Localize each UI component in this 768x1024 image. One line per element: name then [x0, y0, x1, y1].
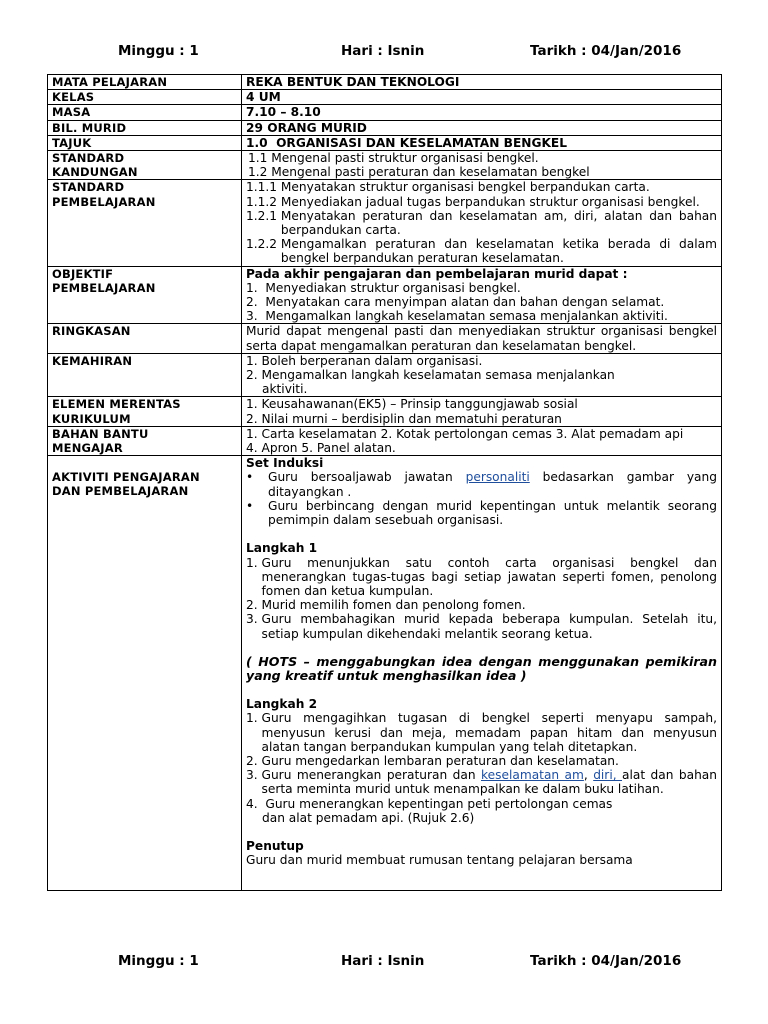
item-text: Guru menunjukkan satu contoh carta organisasi bengkel dan menerangkan tugas-tugas bagi setiap jawatan seperti fomen, penolong fomen dan ketua kumpulan.: [261, 555, 717, 598]
value-bil-murid: 29 ORANG MURID: [242, 120, 722, 135]
row-aktiviti: [48, 456, 722, 891]
list-item: [246, 195, 717, 209]
item-text: Menyatakan peraturan dan keselamatan am, diri, alatan dan bahan berpandukan carta.: [280, 208, 717, 238]
label-masa: MASA: [48, 105, 242, 120]
footer-tarikh: Tarikh : 04/Jan/2016: [530, 953, 682, 969]
label-line: AKTIVITI PENGAJARAN: [52, 470, 200, 485]
row-objektif: [48, 266, 722, 324]
label-standard-pembelajaran: [48, 180, 242, 266]
item-text: Guru mengagihkan tugasan di bengkel seperti menyapu sampah, menyusun kerusi dan meja, memadam papan hitam dan menyusun alatan tangan berpandukan kumpulan yang telah ditetapkan.: [261, 711, 717, 754]
item-number: 1.1: [248, 151, 272, 166]
kemahiran-line: 1. Boleh berperanan dalam organisasi.: [246, 353, 483, 368]
row-standard-kandungan: [48, 151, 722, 180]
set-induksi-heading: Set Induksi: [246, 456, 324, 471]
elemen-line: 1. Keusahawanan(EK5) – Prinsip tanggungjawab sosial: [246, 397, 578, 412]
langkah2-item4-line: 4. Guru menerangkan kepentingan peti pertolongan cemas: [246, 796, 613, 811]
list-item: [246, 165, 717, 179]
elemen-line: 2. Nilai murni – berdisiplin dan mematuhi peraturan: [246, 411, 562, 426]
bullet-text: [268, 470, 717, 498]
item-number: 1.1.1: [246, 180, 281, 195]
item-number: 3.: [246, 612, 262, 627]
page-header: [0, 43, 768, 63]
item-number: 3.: [246, 768, 262, 783]
list-item: [246, 309, 717, 323]
label-line: MENGAJAR: [52, 441, 123, 456]
row-mata-pelajaran: [48, 75, 722, 90]
list-item: [246, 180, 717, 194]
value-tajuk: 1.0 ORGANISASI DAN KESELAMATAN BENGKEL: [242, 135, 722, 150]
bullet-icon: •: [246, 498, 254, 513]
label-kemahiran: KEMAHIRAN: [48, 353, 242, 397]
list-item: [246, 556, 717, 599]
label-mata-pelajaran: MATA PELAJARAN: [48, 75, 242, 90]
item-text: [262, 768, 717, 796]
value-objektif: [242, 266, 722, 324]
text-span: bedasarkan gambar yang ditayangkan .: [268, 470, 717, 499]
row-bbm: [48, 426, 722, 455]
label-ringkasan: RINGKASAN: [48, 324, 242, 353]
list-item: [246, 754, 717, 768]
list-item: [246, 151, 717, 165]
text-span: Guru bersoaljawab jawatan: [268, 470, 466, 485]
row-bil-murid: [48, 120, 722, 135]
text-span: ,: [583, 768, 594, 783]
item-number: 1.1.2: [246, 194, 281, 209]
value-standard-kandungan: [242, 151, 722, 180]
row-kemahiran: [48, 353, 722, 397]
bullet-icon: •: [246, 470, 254, 485]
value-bbm: [242, 426, 722, 455]
lesson-plan-table: [47, 74, 722, 891]
header-hari: Hari : Isnin: [341, 43, 425, 59]
header-tarikh: Tarikh : 04/Jan/2016: [530, 43, 682, 59]
label-elemen: [48, 397, 242, 426]
list-item: [246, 598, 717, 612]
item-number: 1.2.1: [246, 208, 281, 223]
item-text: Mengenal pasti struktur organisasi bengkel.: [271, 151, 539, 166]
footer-hari: Hari : Isnin: [341, 953, 425, 969]
link-personaliti[interactable]: personaliti: [465, 470, 530, 485]
item-text: Mengamalkan langkah keselamatan semasa menjalankan aktiviti.: [265, 309, 668, 324]
item-text: Mengamalkan peraturan dan keselamatan ketika berada di dalam bengkel berpandukan peraturan keselamatan.: [280, 237, 717, 266]
label-line: DAN PEMBELAJARAN: [52, 484, 189, 499]
list-item: [246, 209, 717, 237]
row-masa: [48, 105, 722, 120]
label-line: KURIKULUM: [52, 411, 131, 426]
list-item: [246, 768, 717, 796]
item-text: Guru mengedarkan lembaran peraturan dan keselamatan.: [261, 753, 619, 768]
value-masa: 7.10 – 8.10: [242, 105, 722, 120]
footer-minggu: Minggu : 1: [118, 953, 199, 969]
row-standard-pembelajaran: [48, 180, 722, 266]
text-span: Guru menerangkan peraturan dan: [261, 768, 481, 783]
value-ringkasan: Murid dapat mengenal pasti dan menyediakan struktur organisasi bengkel serta dapat mengamalkan peraturan dan keselamatan bengkel.: [242, 324, 722, 353]
list-item: [246, 281, 717, 295]
link-keselamatan-am[interactable]: keselamatan am: [481, 768, 584, 783]
item-number: 1.2.2: [246, 237, 281, 252]
label-line: KANDUNGAN: [52, 165, 138, 180]
row-tajuk: [48, 135, 722, 150]
label-line: STANDARD: [52, 151, 125, 166]
label-standard-kandungan: [48, 151, 242, 180]
label-line: STANDARD: [52, 180, 125, 195]
value-elemen: [242, 397, 722, 426]
item-number: 2.: [246, 753, 262, 768]
value-standard-pembelajaran: [242, 180, 722, 266]
list-item: [246, 470, 717, 498]
list-item: [246, 237, 717, 265]
value-kemahiran: [242, 353, 722, 397]
label-line: PEMBELAJARAN: [52, 194, 156, 209]
item-number: 1.: [246, 555, 262, 570]
label-kelas: KELAS: [48, 90, 242, 105]
bbm-line: 1. Carta keselamatan 2. Kotak pertolongan cemas 3. Alat pemadam api: [246, 426, 684, 441]
value-mata-pelajaran: REKA BENTUK DAN TEKNOLOGI: [242, 75, 722, 90]
item-number: 1.2: [248, 165, 272, 180]
bbm-line: 4. Apron 5. Panel alatan.: [246, 441, 396, 456]
item-number: 1.: [246, 711, 262, 726]
label-tajuk: TAJUK: [48, 135, 242, 150]
label-line: OBJEKTIF: [52, 266, 114, 281]
label-line: BAHAN BANTU: [52, 426, 149, 441]
langkah1-heading: Langkah 1: [246, 541, 318, 556]
label-aktiviti: [48, 456, 242, 891]
kemahiran-line: 2. Mengamalkan langkah keselamatan semasa menjalankan: [246, 368, 615, 383]
item-text: Menyatakan cara menyimpan alatan dan bahan dengan selamat.: [265, 295, 665, 310]
header-minggu: Minggu : 1: [118, 43, 199, 59]
item-text: Guru membahagikan murid kepada beberapa kumpulan. Setelah itu, setiap kumpulan dikehendaki melantik seorang ketua.: [261, 612, 717, 641]
langkah2-item4-line: dan alat pemadam api. (Rujuk 2.6): [262, 810, 475, 825]
hots-note: ( HOTS – menggabungkan idea dengan menggunakan pemikiran yang kreatif untuk menghasilkan idea ): [246, 653, 717, 683]
row-kelas: [48, 90, 722, 105]
item-number: 2.: [246, 598, 262, 613]
langkah2-heading: Langkah 2: [246, 697, 318, 712]
item-number: 3.: [246, 309, 266, 324]
label-line: ELEMEN MERENTAS: [52, 397, 181, 412]
penutup-heading: Penutup: [246, 838, 304, 853]
item-text: Menyediakan struktur organisasi bengkel.: [265, 280, 521, 295]
label-line: PEMBELAJARAN: [52, 280, 156, 295]
value-aktiviti: [242, 456, 722, 891]
link-diri[interactable]: diri,: [593, 768, 622, 783]
item-text: Menyatakan struktur organisasi bengkel berpandukan carta.: [280, 180, 650, 195]
item-text: Mengenal pasti peraturan dan keselamatan bengkel: [271, 165, 590, 180]
item-number: 1.: [246, 280, 266, 295]
label-bbm: [48, 426, 242, 455]
label-objektif: [48, 266, 242, 324]
page-footer: [0, 953, 768, 973]
list-item: [246, 612, 717, 640]
item-text: Menyediakan jadual tugas berpandukan struktur organisasi bengkel.: [280, 194, 700, 209]
list-item: [246, 499, 717, 527]
bullet-text: Guru berbincang dengan murid kepentingan untuk melantik seorang pemimpin dalam sesebuah organisasi.: [268, 498, 717, 528]
objektif-intro: Pada akhir pengajaran dan pembelajaran murid dapat :: [246, 266, 628, 281]
list-item: [246, 711, 717, 754]
text-span: alat dan bahan serta meminta murid untuk menampalkan ke dalam buku latihan.: [261, 768, 717, 797]
item-text: Murid memilih fomen dan penolong fomen.: [261, 598, 526, 613]
item-number: 2.: [246, 295, 266, 310]
row-elemen: [48, 397, 722, 426]
value-kelas: 4 UM: [242, 90, 722, 105]
list-item: [246, 295, 717, 309]
row-ringkasan: [48, 324, 722, 353]
label-bil-murid: BIL. MURID: [48, 120, 242, 135]
penutup-text: Guru dan murid membuat rumusan tentang pelajaran bersama: [246, 853, 633, 868]
kemahiran-line: aktiviti.: [262, 382, 308, 397]
